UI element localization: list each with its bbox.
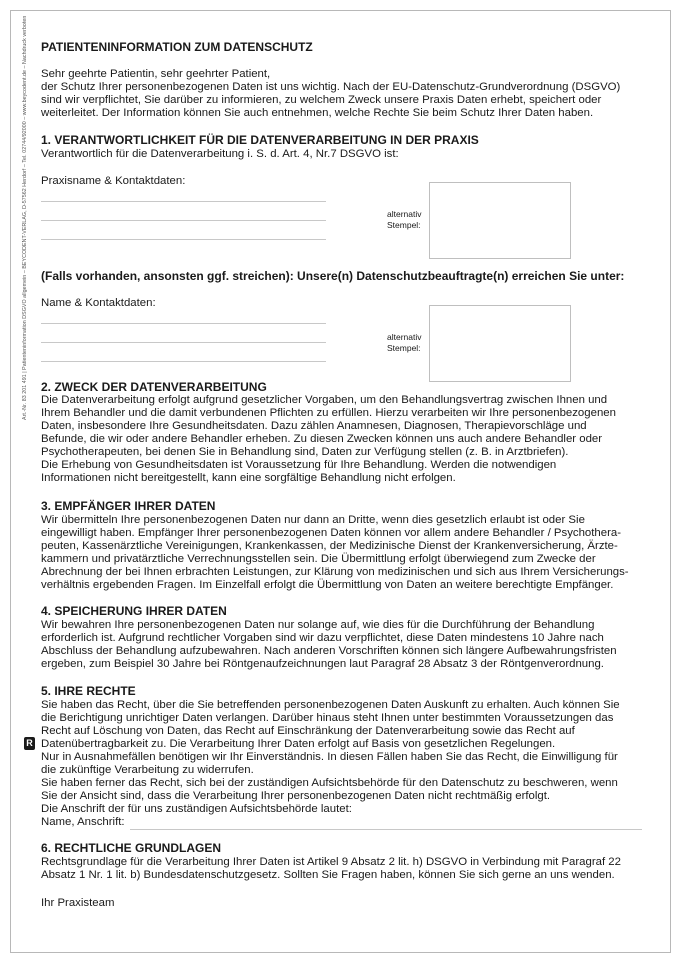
dpo-stamp-box[interactable] (429, 305, 571, 382)
dpo-heading: (Falls vorhanden, ansonsten ggf. streichen): Unsere(n) Datenschutzbeauftragte(n) erreichen Sie unter: (41, 269, 625, 283)
section-6-heading: 6. RECHTLICHE GRUNDLAGEN (41, 841, 222, 855)
section-4-line: Abschluss der Behandlung aufzubewahren. Nach anderen Vorschriften können sich längere Aufbewahrungsfristen (41, 645, 617, 657)
closing-signature: Ihr Praxisteam (41, 897, 115, 909)
intro-line: weiterleitet. Der Information können Sie auch entnehmen, welche Rechte Sie beim Schutz Ihrer Daten haben. (41, 107, 594, 119)
section-5-heading: 5. IHRE RECHTE (41, 684, 136, 698)
dpo-contact-line-2[interactable] (41, 342, 326, 343)
section-2-line: Psychotherapeuten, bei denen Sie in Behandlung sind, Daten zur Verfügung stellen (z. B. in Arztbriefen). (41, 446, 569, 458)
stamp-label: alternativ (387, 209, 422, 219)
section-5-line: Sie haben das Recht, über die Sie betreffenden personenbezogenen Daten Auskunft zu erhalten. Auch können Sie (41, 699, 620, 711)
section-3-line: verhältnis ergebenden Fragen. Im Einzelfall erfolgt die Übermittlung von Daten an weitere berechtigte Empfänger. (41, 579, 614, 591)
page-title: PATIENTENINFORMATION ZUM DATENSCHUTZ (41, 40, 313, 54)
section-5-line: Sie haben ferner das Recht, sich bei der zuständigen Aufsichtsbehörde für den Datenschutz zu beschweren, wenn (41, 777, 618, 789)
section-3-line: Abrechnung der bei Ihnen erbrachten Leistungen, zur Klärung von medizinischen und sich aus Ihrem Versicherungs- (41, 566, 629, 578)
section-5-line: Die Anschrift der für uns zuständigen Aufsichtsbehörde lautet: (41, 803, 352, 815)
stamp-label: alternativ (387, 332, 422, 342)
section-3-heading: 3. EMPFÄNGER IHRER DATEN (41, 499, 216, 513)
section-4-line: erforderlich ist. Aufgrund rechtlicher Vorgaben sind wir dazu verpflichtet, diese Daten mindestens 10 Jahre nach (41, 632, 604, 644)
practice-contact-label: Praxisname & Kontaktdaten: (41, 175, 186, 187)
imprint-text: Art.-Nr. 83 201 491 | Patienteninformation DSGVO allgemein – BEYCODENT-VERLAG, D-57562 Herdorf – Tel. 02744/92000 – www.beycodent.de – Nachdruck verboten (22, 15, 28, 420)
practice-contact-line-3[interactable] (41, 239, 326, 240)
section-5-line: Sie der Ansicht sind, dass die Verarbeitung Ihrer personenbezogenen Daten nicht rechtmäßig erfolgt. (41, 790, 551, 802)
practice-stamp-box[interactable] (429, 182, 571, 259)
section-5-line: Recht auf Löschung von Daten, das Recht auf Einschränkung der Datenverarbeitung sowie das Recht auf (41, 725, 575, 737)
section-2-line: Die Datenverarbeitung erfolgt aufgrund gesetzlicher Vorgaben, um den Behandlungsvertrag zwischen Ihnen und (41, 394, 608, 406)
section-4-line: Wir bewahren Ihre personenbezogenen Daten nur solange auf, wie dies für die Durchführung der Behandlung (41, 619, 595, 631)
section-4-line: ergeben, zum Beispiel 30 Jahre bei Röntgenaufzeichnungen laut Paragraf 28 Absatz 3 der Röntgenverordnung. (41, 658, 604, 670)
section-3-line: Wir übermitteln Ihre personenbezogenen Daten nur dann an Dritte, wenn dies gesetzlich erlaubt ist oder Sie (41, 514, 585, 526)
section-2-line: Informationen nicht bereitgestellt, kann eine sorgfältige Behandlung nicht erfolgen. (41, 472, 456, 484)
section-2-heading: 2. ZWECK DER DATENVERARBEITUNG (41, 380, 267, 394)
section-1-subline: Verantwortlich für die Datenverarbeitung i. S. d. Art. 4, Nr.7 DSGVO ist: (41, 148, 399, 160)
practice-contact-line-2[interactable] (41, 220, 326, 221)
intro-line: sind wir verpflichtet, Sie darüber zu informieren, zu welchem Zweck unsere Praxis Daten erhebt, speichert oder (41, 94, 602, 106)
section-6-line: Rechtsgrundlage für die Verarbeitung Ihrer Daten ist Artikel 9 Absatz 2 lit. h) DSGVO in Verbindung mit Paragraf 22 (41, 856, 621, 868)
section-1-heading: 1. VERANTWORTLICHKEIT FÜR DIE DATENVERARBEITUNG IN DER PRAXIS (41, 133, 479, 147)
section-5-line: die zukünftige Verarbeitung zu widerrufen. (41, 764, 254, 776)
section-5-line: Datenübertragbarkeit zu. Die Verarbeitung Ihrer Daten erfolgt auf Basis von gesetzlichen Regelungen. (41, 738, 556, 750)
section-3-line: eingewilligt haben. Empfänger Ihrer personenbezogenen Daten können vor allem andere Behandler / Psychothera- (41, 527, 622, 539)
section-2-line: Die Erhebung von Gesundheitsdaten ist Voraussetzung für Ihre Behandlung. Werden die notwendigen (41, 459, 557, 471)
section-3-line: peuten, Kassenärztliche Vereinigungen, Krankenkassen, der Medizinische Dienst der Krankenversicherung, Ärzte- (41, 540, 618, 552)
section-5-line: Nur in Ausnahmefällen benötigen wir Ihr Einverständnis. In diesen Fällen haben Sie das Recht, die Einwilligung für (41, 751, 618, 763)
dpo-contact-line-1[interactable] (41, 323, 326, 324)
section-4-heading: 4. SPEICHERUNG IHRER DATEN (41, 604, 227, 618)
intro-line: Sehr geehrte Patientin, sehr geehrter Patient, (41, 68, 271, 80)
dpo-contact-line-3[interactable] (41, 361, 326, 362)
dpo-contact-label: Name & Kontaktdaten: (41, 297, 156, 309)
stamp-label: Stempel: (387, 343, 421, 353)
stamp-label: Stempel: (387, 220, 421, 230)
section-5-line: die Berichtigung unrichtiger Daten verlangen. Darüber hinaus steht Ihnen unter bestimmten Voraussetzungen das (41, 712, 614, 724)
intro-line: der Schutz Ihrer personenbezogenen Daten ist uns wichtig. Nach der EU-Datenschutz-Grundverordnung (DSGVO) (41, 81, 621, 93)
authority-address-label: Name, Anschrift: (41, 816, 125, 828)
section-2-line: Daten, insbesondere Ihre Gesundheitsdaten. Dazu zählen Anamnesen, Diagnosen, Therapievorschläge und (41, 420, 587, 432)
section-2-line: Befunde, die wir oder andere Behandler erheben. Zu diesen Zwecken können uns auch andere Behandler oder (41, 433, 603, 445)
authority-address-line[interactable] (130, 829, 642, 830)
practice-contact-line-1[interactable] (41, 201, 326, 202)
section-3-line: kammern und privatärztliche Verrechnungsstellen sein. Die Übermittlung erfolgt überwiegend zum Zwecke der (41, 553, 596, 565)
publisher-logo: R (24, 737, 35, 750)
section-2-line: Ihrem Behandler und die damit verbundenen Pflichten zu erfüllen. Hierzu verarbeiten wir Ihre personenbezogenen (41, 407, 616, 419)
section-6-line: Absatz 1 Nr. 1 lit. b) Bundesdatenschutzgesetz. Sollten Sie Fragen haben, können Sie sich gerne an uns wenden. (41, 869, 615, 881)
